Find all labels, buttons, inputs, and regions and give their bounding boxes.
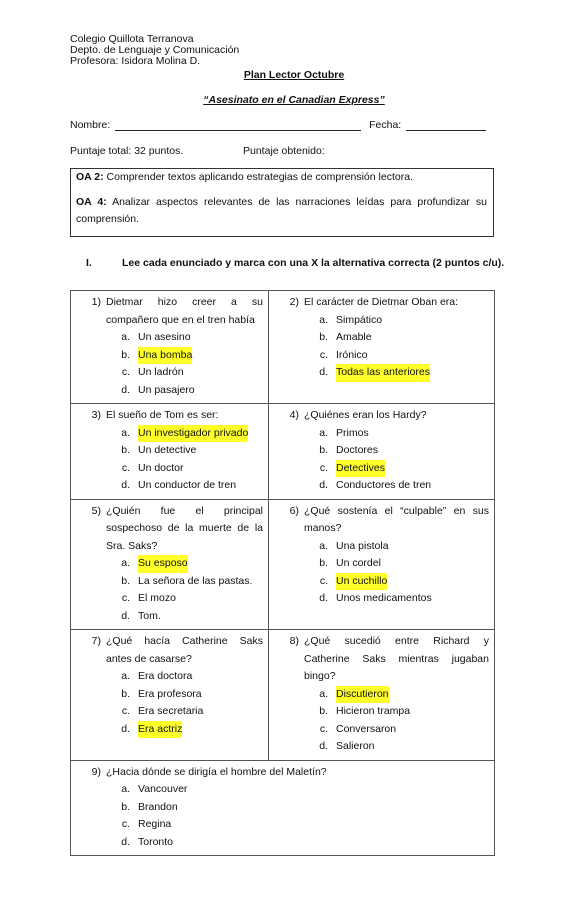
option-letter: d. <box>121 722 130 735</box>
answer-option[interactable] <box>277 477 489 495</box>
option-letter: b. <box>121 348 130 361</box>
option-text: Primos <box>336 426 369 439</box>
option-text: Unos medicamentos <box>336 592 432 604</box>
option-text-highlighted: Un investigador privado <box>138 425 248 443</box>
option-text: Un detective <box>138 444 197 456</box>
questions-table <box>70 290 495 856</box>
option-text: Amable <box>336 331 372 343</box>
answer-option[interactable] <box>79 668 263 686</box>
question-row <box>71 760 495 856</box>
option-letter: a. <box>121 331 130 343</box>
option-letter: a. <box>319 313 328 326</box>
option-letter: d. <box>121 383 130 396</box>
option-text: Vancouver <box>138 783 188 795</box>
school-name: Colegio Quillota Terranova <box>70 33 194 45</box>
option-letter: c. <box>121 818 130 830</box>
option-text: Un cordel <box>336 557 381 569</box>
option-text: Un pasajero <box>138 383 195 396</box>
question-row <box>71 499 495 630</box>
option-letter: a. <box>121 557 130 569</box>
option-text: La señora de las pastas. <box>138 574 253 587</box>
question-number: 6) <box>289 504 299 517</box>
option-text: Regina <box>138 818 172 830</box>
answer-option[interactable] <box>277 460 489 478</box>
option-letter: a. <box>121 783 130 795</box>
option-letter: a. <box>319 426 328 439</box>
department-name: Depto. de Lenguaje y Comunicación <box>70 44 240 56</box>
option-letter: c. <box>121 366 130 378</box>
option-letter: a. <box>121 670 130 682</box>
answer-option[interactable] <box>277 686 489 704</box>
question-statement <box>277 633 489 686</box>
answer-option[interactable] <box>277 347 489 365</box>
option-letter: c. <box>319 348 328 361</box>
name-field-row <box>70 119 486 131</box>
option-letter: d. <box>121 835 130 848</box>
option-letter: c. <box>319 722 328 735</box>
answer-option[interactable] <box>277 703 489 721</box>
answer-option[interactable] <box>277 425 489 443</box>
section-instruction: Lee cada enunciado y marca con una X la alternativa correcta (2 puntos c/u). <box>122 257 505 269</box>
option-text: Toronto <box>138 835 174 848</box>
question-statement <box>277 294 489 312</box>
question-cell <box>269 630 495 761</box>
question-text: ¿Qué sostenía el “culpable” en sus manos? <box>304 504 489 534</box>
answer-option[interactable] <box>79 329 263 347</box>
school-header <box>70 34 239 67</box>
question-text: ¿Qué hacía Catherine Saks antes de casarse? <box>106 635 263 665</box>
answer-option[interactable] <box>277 538 489 556</box>
option-text-highlighted: Era actriz <box>138 721 182 739</box>
question-cell <box>71 291 269 404</box>
answer-option[interactable] <box>79 781 489 799</box>
question-cell <box>269 291 495 404</box>
option-text: El mozo <box>138 592 176 604</box>
question-statement <box>79 764 489 782</box>
question-row <box>71 291 495 404</box>
option-letter: b. <box>121 687 130 700</box>
name-field[interactable] <box>115 120 361 131</box>
question-text: El carácter de Dietmar Oban era: <box>304 296 459 308</box>
answer-option[interactable] <box>79 573 263 591</box>
option-letter: a. <box>319 687 328 700</box>
option-letter: b. <box>319 557 328 569</box>
objective-oa4-text: Analizar aspectos relevantes de las narraciones leídas para profundizar su comprensión. <box>76 196 487 225</box>
option-letter: a. <box>121 426 130 439</box>
answer-option[interactable] <box>79 590 263 608</box>
question-row <box>71 404 495 500</box>
option-letter: d. <box>121 609 130 622</box>
answer-option[interactable] <box>79 425 263 443</box>
question-text: ¿Hacia dónde se dirigía el hombre del Maletín? <box>106 765 327 778</box>
answer-option[interactable] <box>277 738 489 756</box>
answer-option[interactable] <box>79 460 263 478</box>
option-letter: c. <box>319 574 328 587</box>
answer-option[interactable] <box>79 477 263 495</box>
document-subtitle: “Asesinato en el Canadian Express” <box>203 94 385 106</box>
answer-option[interactable] <box>277 329 489 347</box>
answer-option[interactable] <box>79 834 489 852</box>
answer-option[interactable] <box>277 312 489 330</box>
objective-oa4 <box>76 194 487 228</box>
question-text: ¿Quién fue el principal sospechoso de la muerte de la Sra. Saks? <box>106 504 263 552</box>
question-cell <box>71 499 269 630</box>
date-field[interactable] <box>406 120 486 131</box>
option-letter: b. <box>319 331 328 343</box>
question-number: 4) <box>289 409 299 421</box>
option-text: Conversaron <box>336 722 397 735</box>
objective-oa2-code: OA 2: <box>76 171 104 183</box>
option-letter: d. <box>319 366 328 378</box>
option-text: Era secretaria <box>138 705 204 717</box>
answer-option[interactable] <box>277 721 489 739</box>
question-statement <box>277 503 489 538</box>
answer-option[interactable] <box>277 364 489 382</box>
option-text: Brandon <box>138 800 178 813</box>
document-title: Plan Lector Octubre <box>243 69 345 81</box>
question-cell <box>71 760 495 856</box>
answer-option[interactable] <box>277 573 489 591</box>
option-text: Salieron <box>336 740 375 752</box>
question-cell <box>71 630 269 761</box>
question-row <box>71 630 495 761</box>
date-label: Fecha: <box>369 119 402 131</box>
option-text: Tom. <box>138 609 161 622</box>
objective-oa4-code: OA 4: <box>76 196 107 208</box>
answer-option[interactable] <box>79 816 489 834</box>
option-text: Era doctora <box>138 670 193 682</box>
option-letter: c. <box>121 592 130 604</box>
option-letter: d. <box>319 479 328 491</box>
option-text: Un ladrón <box>138 366 184 378</box>
answer-option[interactable] <box>79 686 263 704</box>
option-letter: d. <box>319 592 328 604</box>
question-number: 8) <box>289 635 299 647</box>
option-letter: c. <box>121 461 130 474</box>
answer-option[interactable] <box>277 442 489 460</box>
question-text: El sueño de Tom es ser: <box>106 409 219 421</box>
section-number: I. <box>86 257 92 269</box>
answer-option[interactable] <box>79 364 263 382</box>
question-number: 5) <box>91 504 101 517</box>
answer-option[interactable] <box>79 347 263 365</box>
option-text: Doctores <box>336 444 379 456</box>
answer-option[interactable] <box>79 721 263 739</box>
answer-option[interactable] <box>79 555 263 573</box>
option-text-highlighted: Una bomba <box>138 347 192 365</box>
question-number: 7) <box>91 635 101 647</box>
option-text-highlighted: Su esposo <box>138 555 188 573</box>
question-text: ¿Qué sucedió entre Richard y Catherine Saks mientras jugaban bingo? <box>304 635 489 682</box>
answer-option[interactable] <box>79 703 263 721</box>
option-letter: b. <box>121 574 130 587</box>
question-number: 9) <box>91 765 101 778</box>
option-text: Un asesino <box>138 331 191 343</box>
option-letter: d. <box>121 479 130 491</box>
option-text: Hicieron trampa <box>336 705 411 717</box>
option-letter: b. <box>121 444 130 456</box>
objective-oa2-text: Comprender textos aplicando estrategias de comprensión lectora. <box>103 171 413 183</box>
question-number: 1) <box>91 296 101 308</box>
question-cell <box>269 404 495 500</box>
teacher-name: Profesora: Isidora Molina D. <box>70 55 201 67</box>
question-cell <box>269 499 495 630</box>
question-text: ¿Quiénes eran los Hardy? <box>304 409 427 421</box>
obtained-score-label: Puntaje obtenido: <box>243 145 325 157</box>
option-text: Una pistola <box>336 539 389 552</box>
question-text: Dietmar hizo creer a su compañero que en el tren había <box>106 296 263 326</box>
name-label: Nombre: <box>70 119 111 131</box>
total-score: Puntaje total: 32 puntos. <box>70 145 184 157</box>
question-statement <box>79 294 263 329</box>
option-letter: b. <box>319 444 328 456</box>
answer-option[interactable] <box>79 608 263 626</box>
option-letter: c. <box>319 461 328 474</box>
option-text: Simpático <box>336 313 383 326</box>
question-number: 2) <box>289 296 299 308</box>
answer-option[interactable] <box>277 590 489 608</box>
option-letter: c. <box>121 705 130 717</box>
answer-option[interactable] <box>277 555 489 573</box>
option-letter: b. <box>121 800 130 813</box>
option-text: Un conductor de tren <box>138 479 237 491</box>
question-cell <box>71 404 269 500</box>
option-text: Irónico <box>336 348 368 361</box>
question-statement <box>79 503 263 556</box>
question-statement <box>79 407 263 425</box>
answer-option[interactable] <box>79 382 263 400</box>
answer-option[interactable] <box>79 799 489 817</box>
option-letter: d. <box>319 740 328 752</box>
option-text-highlighted: Todas las anteriores <box>336 364 430 382</box>
option-letter: b. <box>319 705 328 717</box>
option-text-highlighted: Discutieron <box>336 686 389 704</box>
option-letter: a. <box>319 539 328 552</box>
question-statement <box>79 633 263 668</box>
option-text-highlighted: Un cuchillo <box>336 573 387 591</box>
option-text-highlighted: Detectives <box>336 460 385 478</box>
answer-option[interactable] <box>79 442 263 460</box>
question-statement <box>277 407 489 425</box>
option-text: Conductores de tren <box>336 479 432 491</box>
question-number: 3) <box>91 409 101 421</box>
option-text: Era profesora <box>138 687 202 700</box>
option-text: Un doctor <box>138 461 184 474</box>
objectives-box <box>70 168 494 237</box>
objective-oa2 <box>76 169 487 186</box>
